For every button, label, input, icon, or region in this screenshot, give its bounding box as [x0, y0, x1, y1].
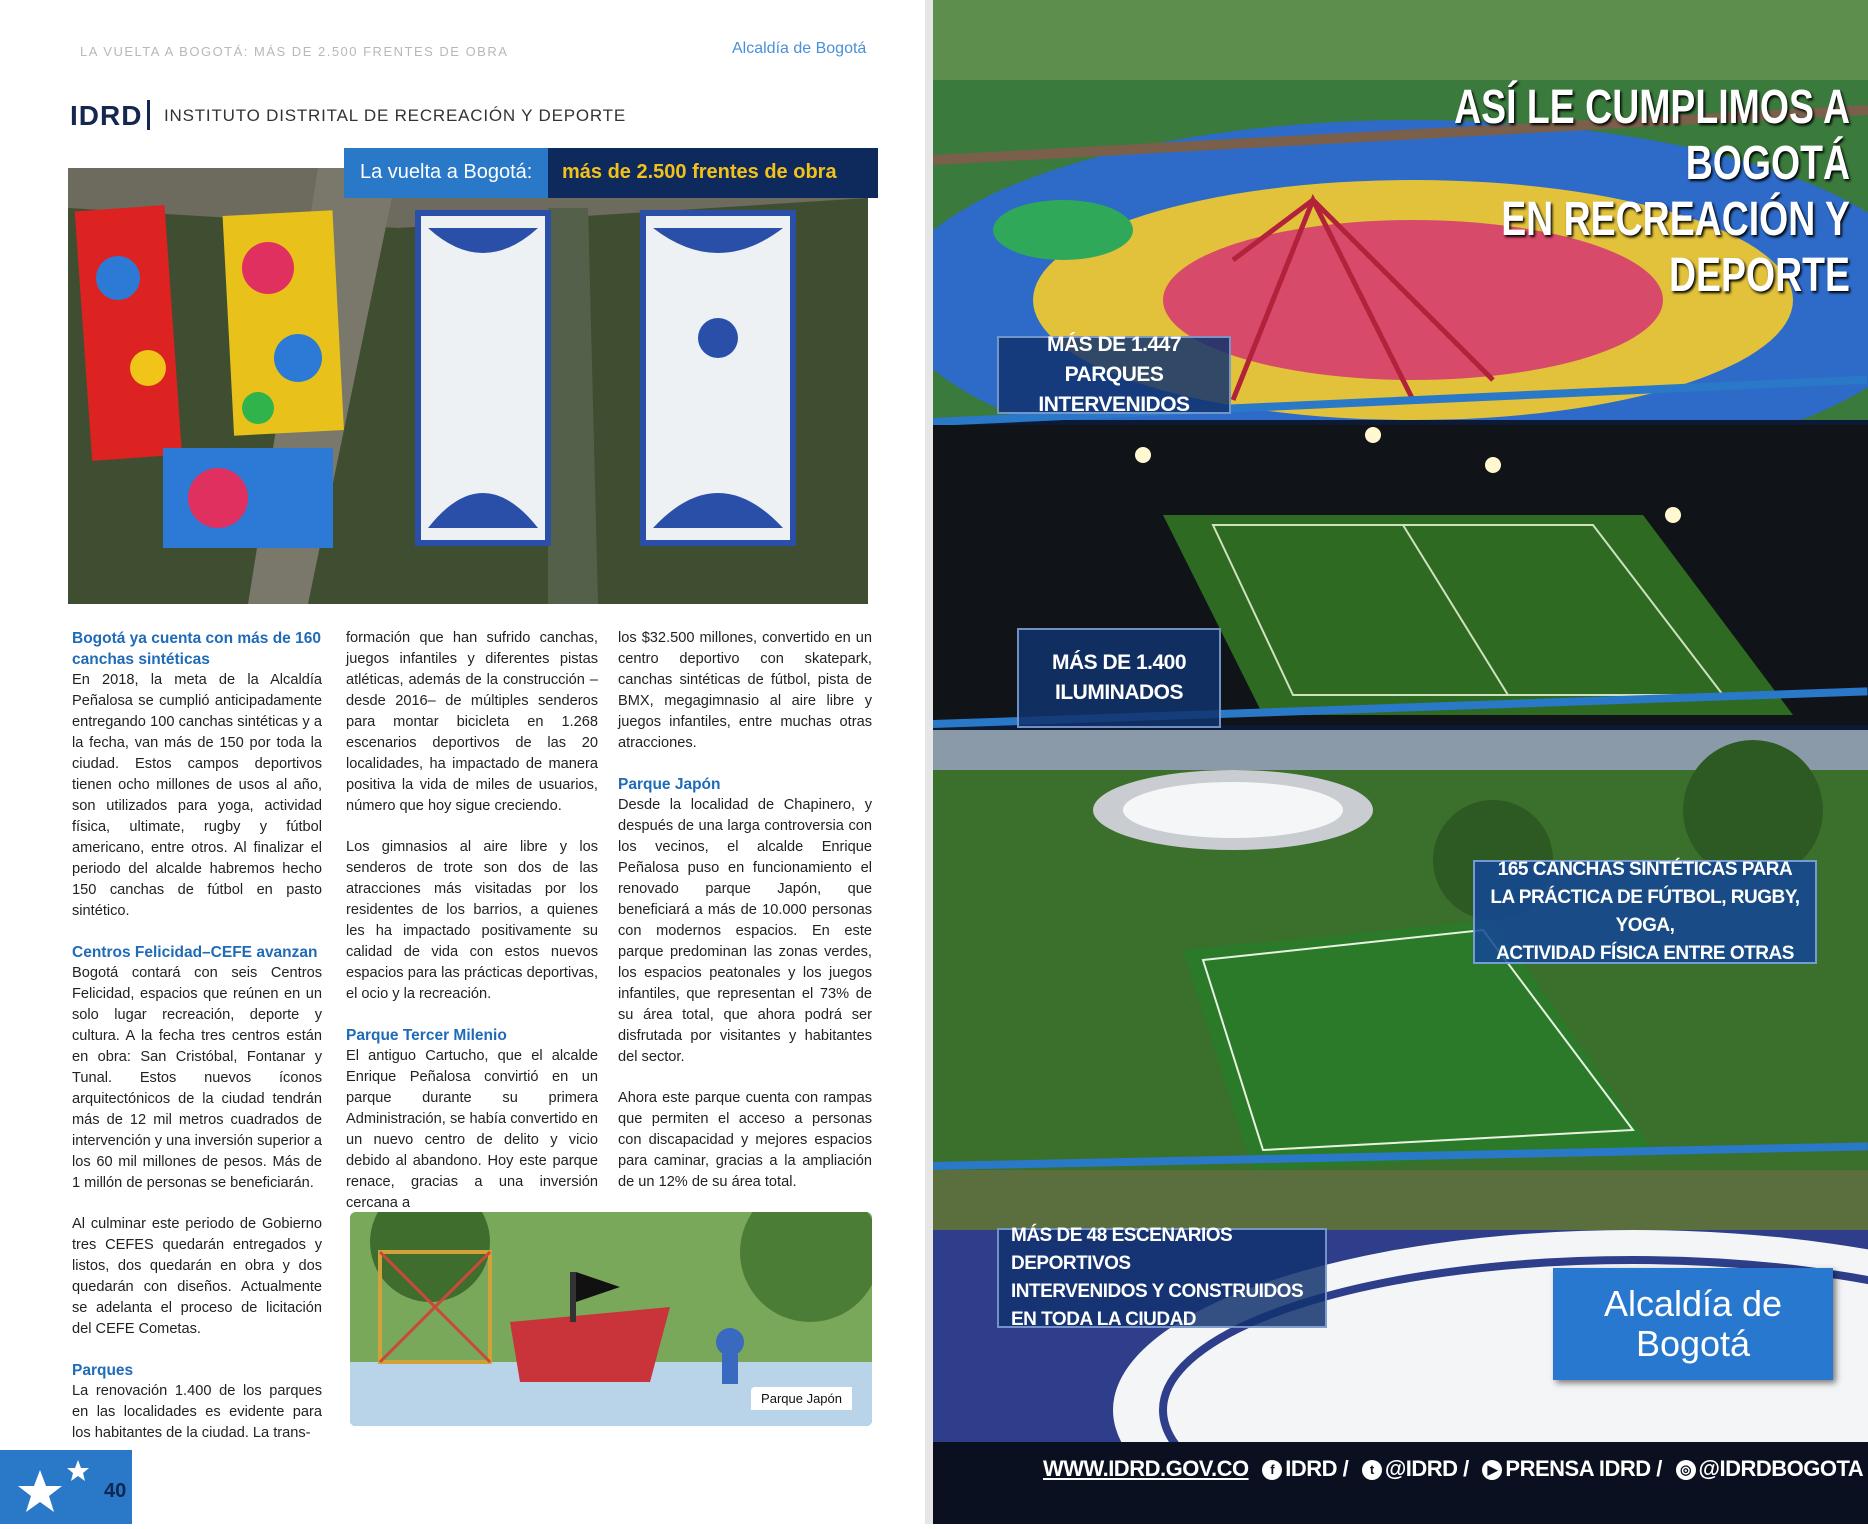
heading-tercer-milenio: Parque Tercer Milenio — [346, 1027, 507, 1044]
aerial-image — [68, 168, 868, 604]
paragraph: El antiguo Cartucho, que el alcalde Enrique Peñalosa convirtió en un parque durante su primera Administración, se había convertido en un nuevo centro de delito y vicio debido al abandono. Hoy este parque renace, gracias a una inversión cercana a — [346, 1048, 598, 1211]
photo-caption: Parque Japón — [751, 1387, 852, 1410]
gutter — [925, 0, 933, 1524]
column-3 — [618, 628, 872, 1213]
banner-part1: La vuelta a Bogotá: — [344, 148, 548, 198]
footer-bar — [933, 1442, 1868, 1524]
page-number: 40 — [104, 1480, 127, 1502]
banner-part2: más de 2.500 frentes de obra — [548, 148, 878, 198]
aerial-sports-courts-icon — [68, 168, 868, 604]
stat-escenarios: MÁS DE 48 ESCENARIOS DEPORTIVOS INTERVENIDOS Y CONSTRUIDOS EN TODA LA CIUDAD — [997, 1228, 1327, 1328]
footer-social: WWW.IDRD.GOV.CO f IDRD / t @IDRD / ▶ PRENSA IDRD / ◎ @IDRDBOGOTA — [1043, 1456, 1864, 1481]
twitter-icon: t — [1362, 1460, 1382, 1480]
youtube-handle[interactable]: PRENSA IDRD — [1505, 1456, 1651, 1481]
heading-parques: Parques — [72, 1362, 134, 1379]
alcaldia-brand: Alcaldía de Bogotá — [1553, 1268, 1833, 1380]
twitter-handle[interactable]: @IDRD — [1384, 1456, 1458, 1481]
paragraph: Al culminar este periodo de Gobierno tres CEFES quedarán entregados y listos, dos quedarán en obra y dos quedarán con diseños. Actualmente se adelanta el proceso de licitación del CEFE Cometas. — [72, 1216, 322, 1337]
heading-canchas: Bogotá ya cuenta con más de 160 canchas sintéticas — [72, 630, 321, 668]
paragraph: los $32.500 millones, convertido en un centro deportivo con skatepark, canchas sintéticas de fútbol, pista de BMX, megagimnasio al aire libre y juegos infantiles, entre muchas otras atracciones. — [618, 630, 872, 751]
instagram-handle[interactable]: @IDRDBOGOTA — [1698, 1456, 1864, 1481]
parque-japon-photo — [350, 1212, 872, 1426]
left-page — [0, 0, 925, 1524]
instagram-icon: ◎ — [1676, 1460, 1696, 1480]
paragraph: Ahora este parque cuenta con rampas que permiten el acceso a personas con discapacidad y mejores espacios para caminar, gracias a la ampliación de un 12% de su área total. — [618, 1090, 872, 1190]
right-page — [933, 0, 1868, 1524]
facebook-icon: f — [1262, 1460, 1282, 1480]
running-header: LA VUELTA A BOGOTÁ: MÁS DE 2.500 FRENTES DE OBRA — [80, 44, 509, 59]
paragraph: formación que han sufrido canchas, juegos infantiles y diferentes pistas atléticas, además de la construcción –desde 2016– de múltiples senderos para montar bicicleta en 1.268 escenarios deportivos de las 20 localidades, ha impactado de manera positiva la vida de miles de usuarios, número que hoy sigue creciendo. — [346, 630, 598, 814]
brand-top: Alcaldía de Bogotá — [732, 40, 867, 57]
youtube-icon: ▶ — [1482, 1460, 1502, 1480]
column-1 — [72, 628, 322, 1464]
heading-cefe: Centros Felicidad–CEFE avanzan — [72, 944, 318, 961]
column-2 — [346, 628, 598, 1234]
paragraph: Desde la localidad de Chapinero, y después de una larga controversia con los vecinos, el alcalde Enrique Peñalosa puso en funcionamiento el renovado parque Japón, que beneficiará a más de 10.000 personas con modernos espacios. En este parque predominan las zonas verdes, los espacios peatonales y los juegos infantiles, que representan el 73% de su área total, que ahora podrá ser disfrutada por visitantes y habitantes del sector. — [618, 797, 872, 1065]
paragraph: En 2018, la meta de la Alcaldía Peñalosa se cumplió anticipadamente entregando 100 canchas sintéticas y a la fecha, van más de 150 por toda la ciudad. Estos campos deportivos tienen ocho millones de usos al año, son utilizados para yoga, actividad física, ultimate, rugby y fútbol americano, entre otros. Al finalizar el periodo del alcalde habremos hecho 150 canchas de fútbol en pasto sintético. — [72, 672, 322, 919]
idrd-logo: IDRD — [70, 100, 143, 131]
logo-divider — [147, 100, 150, 130]
heading-parque-japon: Parque Japón — [618, 776, 721, 793]
paragraph: La renovación 1.400 de los parques en las localidades es evidente para los habitantes de la ciudad. La trans- — [72, 1383, 322, 1441]
stat-canchas: 165 CANCHAS SINTÉTICAS PARA LA PRÁCTICA DE FÚTBOL, RUGBY, YOGA, ACTIVIDAD FÍSICA ENTRE OTRAS — [1473, 860, 1817, 964]
paragraph: Bogotá contará con seis Centros Felicidad, espacios que reúnen en un solo lugar recreación, deporte y cultura. A la fecha tres centros están en obra: San Cristóbal, Fontanar y Tunal. Estos nuevos íconos arquitectónicos de la ciudad tendrán más de 12 mil metros cuadrados de intervención y una inversión superior a los 60 mil millones de pesos. Más de 1 millón de personas se beneficiarán. — [72, 965, 322, 1191]
stat-parques: MÁS DE 1.447 PARQUES INTERVENIDOS — [997, 336, 1231, 414]
paragraph: Los gimnasios al aire libre y los senderos de trote son dos de las atracciones más visitadas por los residentes de los barrios, a quienes les ha impactado positivamente su calidad de vida con estos nuevos espacios para las prácticas deportivas, el ocio y la recreación. — [346, 839, 598, 1002]
headline: ASÍ LE CUMPLIMOS A BOGOTÁ EN RECREACIÓN Y DEPORTE — [1454, 81, 1850, 302]
stat-iluminados: MÁS DE 1.400 ILUMINADOS — [1017, 628, 1221, 728]
facebook-handle[interactable]: IDRD — [1285, 1456, 1337, 1481]
website-link[interactable]: WWW.IDRD.GOV.CO — [1043, 1456, 1249, 1481]
logo-subtitle: INSTITUTO DISTRITAL DE RECREACIÓN Y DEPORTE — [164, 106, 626, 125]
